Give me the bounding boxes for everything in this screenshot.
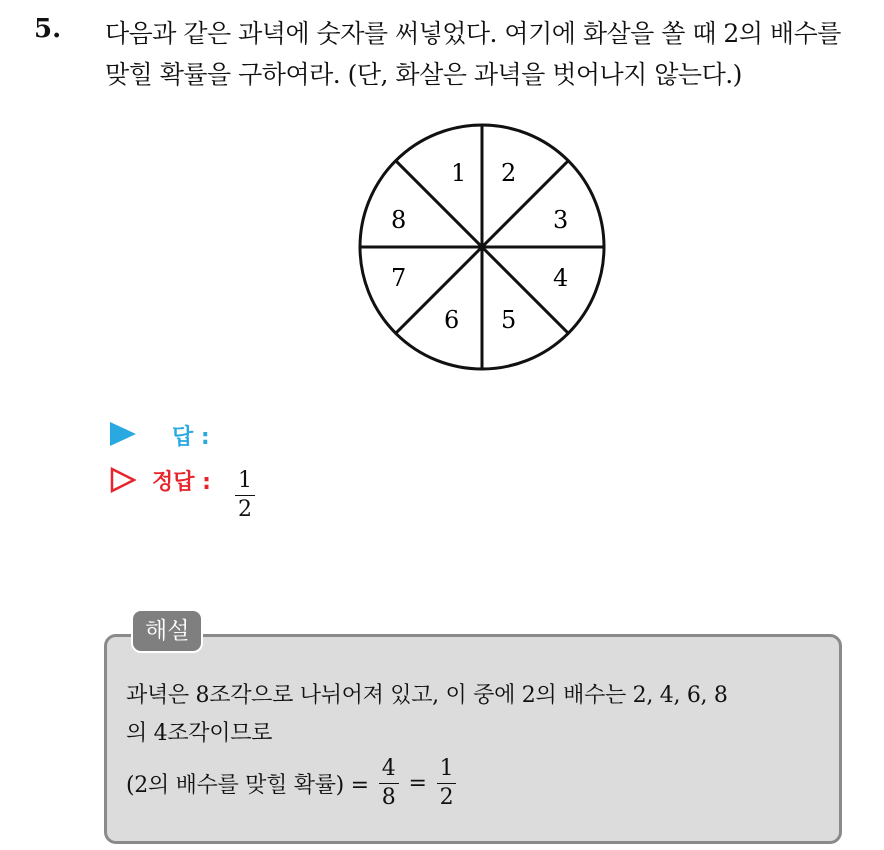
solution-tag: 해설 — [131, 609, 203, 653]
solution-fraction-2 — [437, 758, 457, 809]
correct-answer-label: 정답 : — [152, 470, 211, 495]
dartboard-svg — [355, 121, 609, 375]
solution-line1: 과녁은 8조각으로 나뉘어져 있고, 이 중에 2의 배수는 2, 4, 6, 8 — [126, 683, 728, 708]
answer-denominator: 2 — [235, 495, 255, 521]
correct-answer-fraction — [235, 470, 255, 521]
solution-fraction-1 — [379, 758, 399, 809]
sector-label-1: 1 — [451, 159, 467, 187]
solution-fraction-2-numerator: 1 — [439, 756, 454, 781]
question-text-line1: 다음과 같은 과녁에 숫자를 써넣었다. 여기에 화살을 쏠 때 2의 배수를 — [105, 19, 841, 48]
sector-label-4: 4 — [553, 264, 569, 292]
solution-equation-prefix: (2의 배수를 맞힐 확률) = — [126, 773, 369, 798]
sector-label-7: 7 — [391, 264, 407, 292]
sector-label-6: 6 — [444, 306, 460, 334]
answer-label: 답 : — [172, 425, 210, 450]
dartboard-figure — [355, 121, 609, 379]
answer-numerator: 1 — [238, 468, 252, 493]
sector-label-3: 3 — [553, 206, 569, 234]
solution-fraction-2-denominator: 2 — [437, 783, 457, 809]
play-triangle-icon — [110, 422, 136, 446]
sector-label-5: 5 — [501, 306, 517, 334]
question-text-line2: 맞힐 확률을 구하여라. (단, 화살은 과녁을 벗어나지 않는다.) — [105, 60, 742, 89]
sector-label-2: 2 — [501, 159, 517, 187]
solution-equation — [126, 758, 456, 809]
question-number: 5. — [34, 14, 62, 44]
sector-label-8: 8 — [391, 206, 407, 234]
solution-fraction-1-numerator: 4 — [381, 756, 396, 781]
solution-line2: 의 4조각이므로 — [126, 721, 273, 746]
outline-triangle-icon — [110, 467, 136, 493]
solution-fraction-1-denominator: 8 — [379, 783, 399, 809]
solution-equals-sign: = — [408, 771, 427, 796]
